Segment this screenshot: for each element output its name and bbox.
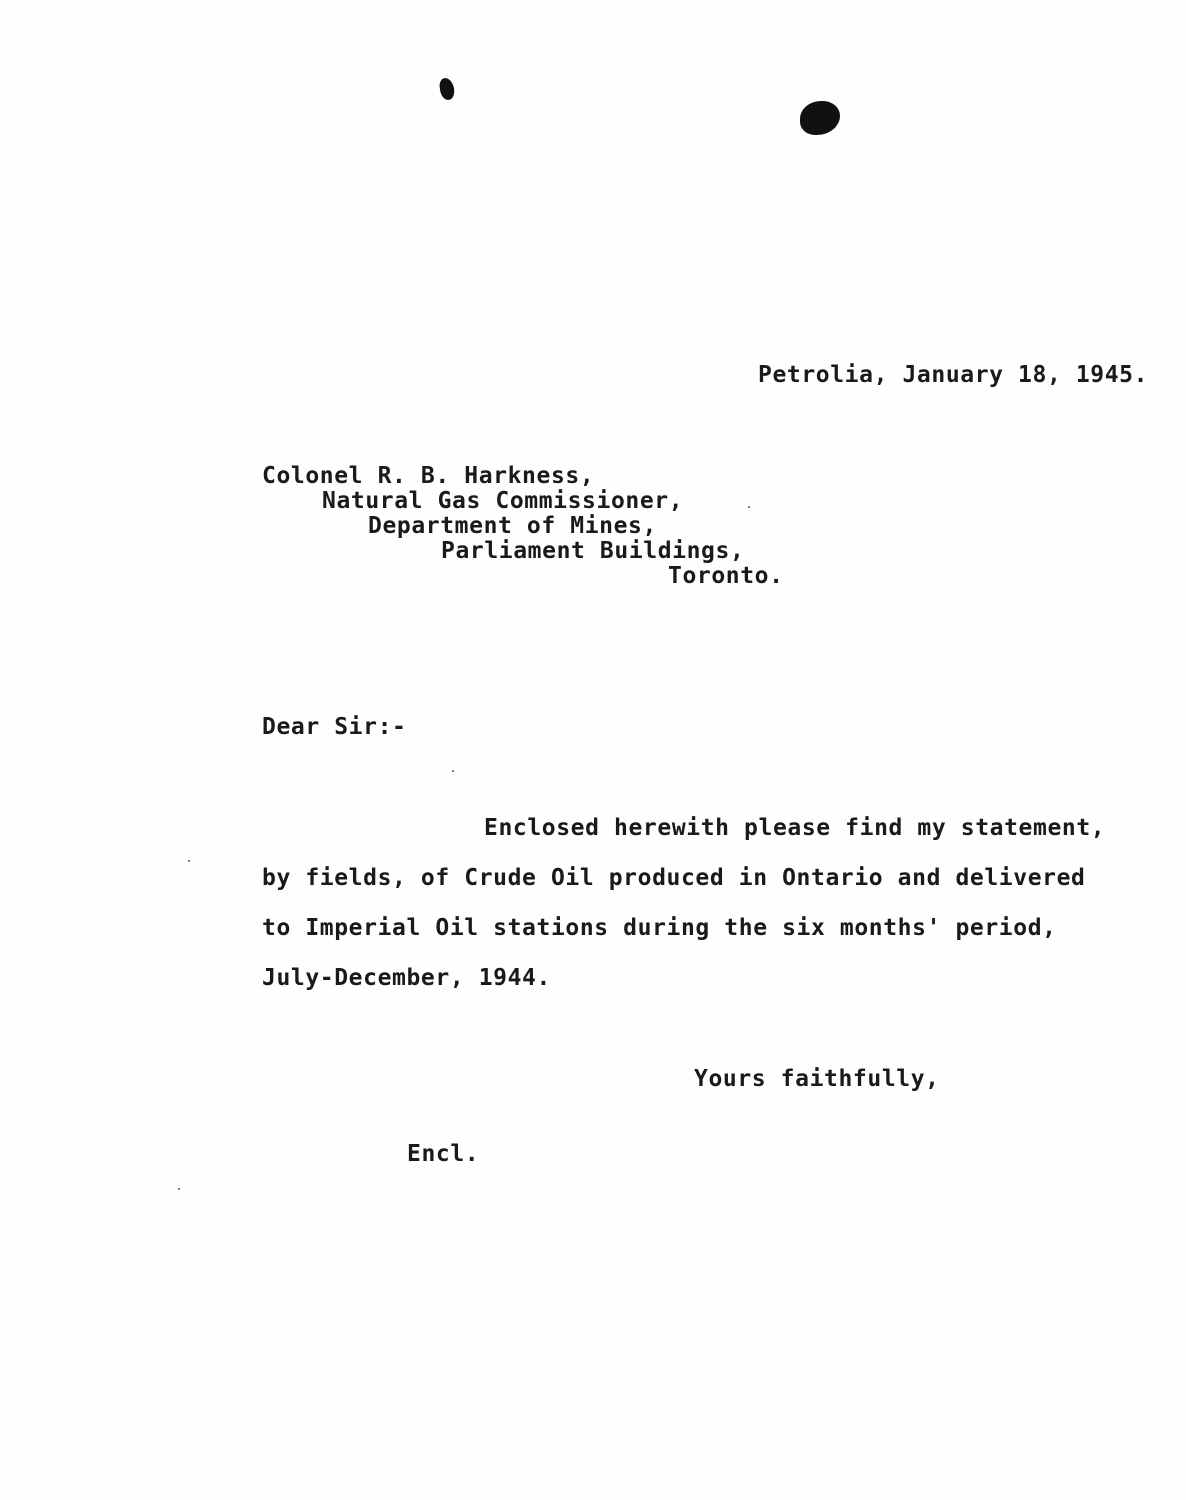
dateline: Petrolia, January 18, 1945. bbox=[758, 362, 1149, 388]
ink-blot-left bbox=[439, 77, 456, 101]
ink-blot-right bbox=[800, 101, 840, 135]
address-line-city: Toronto. bbox=[668, 563, 784, 589]
complimentary-closing: Yours faithfully, bbox=[694, 1066, 940, 1092]
address-line-department: Department of Mines, bbox=[368, 513, 657, 539]
enclosure-notation: Encl. bbox=[407, 1141, 480, 1167]
address-line-title: Natural Gas Commissioner, bbox=[322, 488, 684, 514]
body-line-2: by fields, of Crude Oil produced in Ontario and delivered bbox=[262, 865, 1086, 891]
address-line-name: Colonel R. B. Harkness, bbox=[262, 463, 595, 489]
paper-speck bbox=[452, 770, 454, 772]
body-line-4: July-December, 1944. bbox=[262, 965, 551, 991]
paper-speck bbox=[178, 1188, 180, 1190]
body-line-3: to Imperial Oil stations during the six months' period, bbox=[262, 915, 1057, 941]
address-line-building: Parliament Buildings, bbox=[441, 538, 745, 564]
body-line-1: Enclosed herewith please find my statement, bbox=[484, 815, 1106, 841]
paper-speck bbox=[748, 506, 750, 508]
salutation: Dear Sir:- bbox=[262, 714, 407, 740]
paper-speck bbox=[188, 860, 190, 862]
